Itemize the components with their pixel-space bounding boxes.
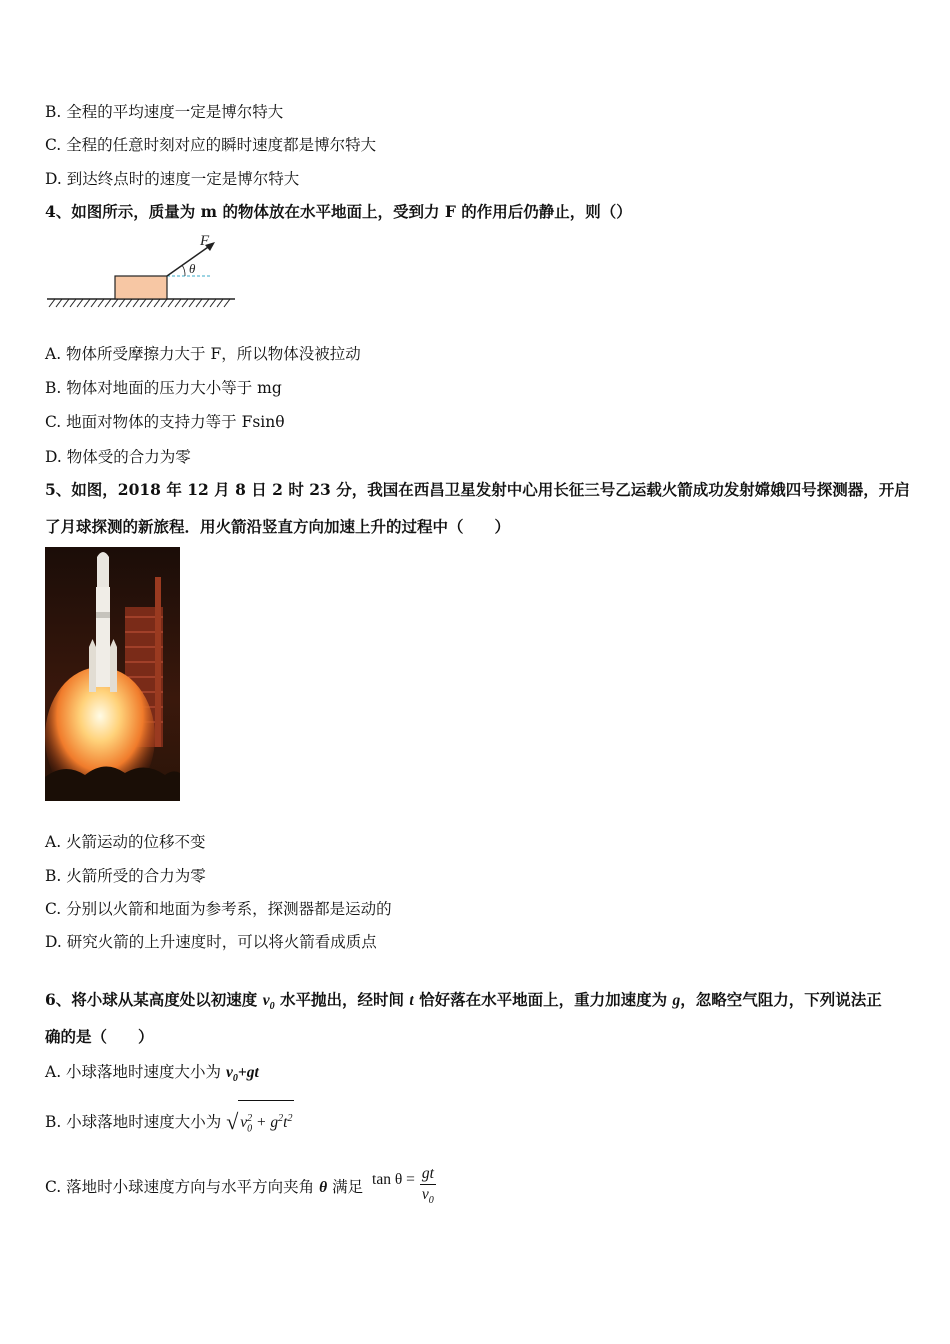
q5-option-d: D. 研究火箭的上升速度时，可以将火箭看成质点 (45, 933, 377, 951)
q5-option-b: B. 火箭所受的合力为零 (45, 867, 206, 885)
rocket-launch-photo (45, 547, 180, 801)
q4-option-c: C. 地面对物体的支持力等于 Fsinθ (45, 413, 285, 431)
q6-option-c-label: C. 落地时小球速度方向与水平方向夹角 (45, 1178, 320, 1196)
q6-fraction-numerator: gt (420, 1164, 436, 1185)
q6-stem-part2: 水平抛出，经时间 (274, 990, 410, 1009)
q6-v0: $v_0$ (262, 992, 275, 1013)
q4-option-a: A. 物体所受摩擦力大于 F，所以物体没被拉动 (45, 345, 361, 363)
q5-option-c: C. 分别以火箭和地面为参考系，探测器都是运动的 (45, 900, 392, 918)
q6-t: t (409, 992, 414, 1009)
q5-stem-line2: 了月球探测的新旅程．用火箭沿竖直方向加速上升的过程中（ ） (45, 517, 511, 536)
q6-theta: θ (319, 1179, 328, 1196)
q5-option-a: A. 火箭运动的位移不变 (45, 833, 206, 851)
q6-option-c (45, 1155, 436, 1213)
q3-option-b: B. 全程的平均速度一定是博尔特大 (45, 103, 284, 121)
q6-stem-part1: 6、将小球从某高度处以初速度 (45, 990, 263, 1009)
q6-tan-expr: tan θ = (372, 1171, 415, 1188)
q4-force-diagram (45, 228, 240, 313)
q6-stem-line2: 确的是（ ） (45, 1027, 154, 1046)
q5-stem-line1: 5、如图，2018 年 12 月 8 日 2 时 23 分，我国在西昌卫星发射中心用长征三号乙运载火箭成功发射嫦娥四号探测器，开启 (45, 480, 910, 499)
q6-fraction-denominator: $v_0$ (421, 1186, 434, 1207)
q6-stem-part4: ，忽略空气阻力，下列说法正 (680, 990, 882, 1009)
q6-stem-line1 (45, 989, 882, 1018)
q4-option-b: B. 物体对地面的压力大小等于 mg (45, 379, 282, 397)
q6-stem-part3: 恰好落在水平地面上，重力加速度为 (413, 990, 673, 1009)
q6-option-a-formula: $v_0+gt$ (225, 1064, 259, 1085)
q4-stem: 4、如图所示，质量为 m 的物体放在水平地面上，受到力 F 的作用后仍静止，则（） (45, 202, 632, 221)
angle-label: θ (189, 261, 196, 276)
q6-option-b-label: B. 小球落地时速度大小为 (45, 1113, 222, 1132)
ground-hatching (49, 299, 230, 307)
angle-arc (182, 265, 185, 276)
q6-option-a-label: A. 小球落地时速度大小为 (45, 1063, 226, 1081)
q6-option-c-mid: 满足 (327, 1178, 364, 1196)
block (115, 276, 167, 299)
q6-option-b (45, 1100, 294, 1146)
q6-option-a (45, 1061, 259, 1090)
q6-fraction (420, 1164, 436, 1211)
force-label: F (200, 233, 210, 249)
q6-option-b-formula: √ $v_0^2 + g^2t^2$ (226, 1100, 294, 1146)
q6-g: g (672, 992, 681, 1009)
q3-option-c: C. 全程的任意时刻对应的瞬时速度都是博尔特大 (45, 136, 377, 154)
q4-option-d: D. 物体受的合力为零 (45, 448, 191, 466)
q3-option-d: D. 到达终点时的速度一定是博尔特大 (45, 170, 300, 188)
